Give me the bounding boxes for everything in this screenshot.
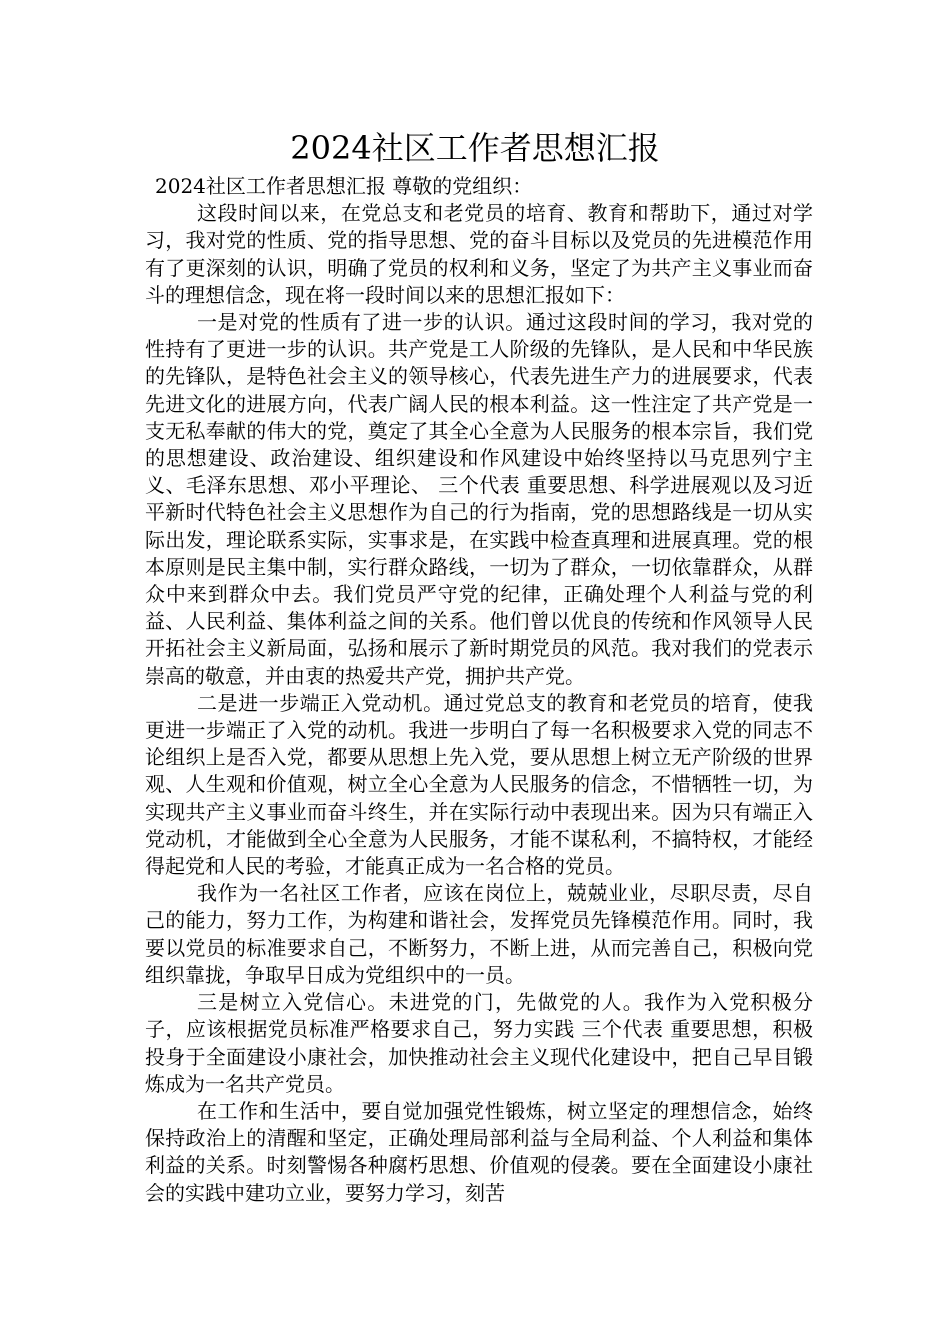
paragraph-confidence: 三是树立入党信心。未进党的门，先做党的人。我作为入党积极分子，应该根据党员标准严格要求自己，努力实践 三个代表 重要思想，积极投身于全面建设小康社会，加快推动社会主义现代化建设中，把自己早目锻炼成为一名共产党员。	[145, 990, 813, 1096]
paragraph-party-nature: 一是对党的性质有了进一步的认识。通过这段时间的学习，我对党的性持有了更进一步的认识。共产党是工人阶级的先锋队，是人民和中华民族的先锋队，是特色社会主义的领导核心，代表先进生产力的进展要求，代表先进文化的进展方向，代表广阔人民的根本利益。这一性注定了共产党是一支无私奉献的伟大的党，奠定了其全心全意为人民服务的根本宗旨，我们党的思想建设、政治建设、组织建设和作风建设中始终坚持以马克思列宁主义、毛泽东思想、邓小平理论、 三个代表 重要思想、科学进展观以及习近平新时代特色社会主义思想作为自己的行为指南，党的思想路线是一切从实际出发，理论联系实际，实事求是，在实践中检查真理和进展真理。党的根本原则是民主集中制，实行群众路线，一切为了群众，一切依靠群众，从群众中来到群众中去。我们党员严守党的纪律，正确处理个人利益与党的利益、人民利益、集体利益之间的关系。他们曾以优良的传统和作风领导人民开拓社会主义新局面，弘扬和展示了新时期党员的风范。我对我们的党表示崇高的敬意，并由衷的热爱共产党，拥护共产党。	[145, 310, 813, 688]
paragraph-community-worker: 我作为一名社区工作者，应该在岗位上，兢兢业业，尽职尽责，尽自己的能力，努力工作，为构建和谐社会，发挥党员先锋模范作用。同时，我要以党员的标准要求自己，不断努力，不断上进，从而完善自己，积极向党组织靠拢，争取早日成为党组织中的一员。	[145, 881, 813, 987]
paragraph-work-life: 在工作和生活中，要自觉加强党性锻炼，树立坚定的理想信念，始终保持政治上的清醒和坚定，正确处理局部利益与全局利益、个人利益和集体利益的关系。时刻警惕各种腐朽思想、价值观的侵袭。要在全面建设小康社会的实践中建功立业，要努力学习，刻苦	[145, 1098, 813, 1205]
document-title: 2024社区工作者思想汇报	[290, 129, 660, 167]
salutation-line: 2024社区工作者思想汇报 尊敬的党组织：	[155, 174, 533, 198]
paragraph-intro: 这段时间以来，在党总支和老党员的培育、教育和帮助下，通过对学习，我对党的性质、党的指导思想、党的奋斗目标以及党员的先进模范作用有了更深刻的认识，明确了党员的权利和义务，坚定了为共产主义事业而奋斗的理想信念，现在将一段时间以来的思想汇报如下：	[145, 201, 813, 307]
document-body	[145, 173, 813, 1207]
paragraph-motivation: 二是进一步端正入党动机。通过党总支的教育和老党员的培育，使我更进一步端正了入党的动机。我进一步明白了每一名积极要求入党的同志不论组织上是否入党，都要从思想上先入党，要从思想上树立无产阶级的世界观、人生观和价值观，树立全心全意为人民服务的信念，不惜牺牲一切，为实现共产主义事业而奋斗终生，并在实际行动中表现出来。因为只有端正入党动机，才能做到全心全意为人民服务，才能不谋私利，不搞特权，才能经得起党和人民的考验，才能真正成为一名合格的党员。	[145, 690, 813, 879]
